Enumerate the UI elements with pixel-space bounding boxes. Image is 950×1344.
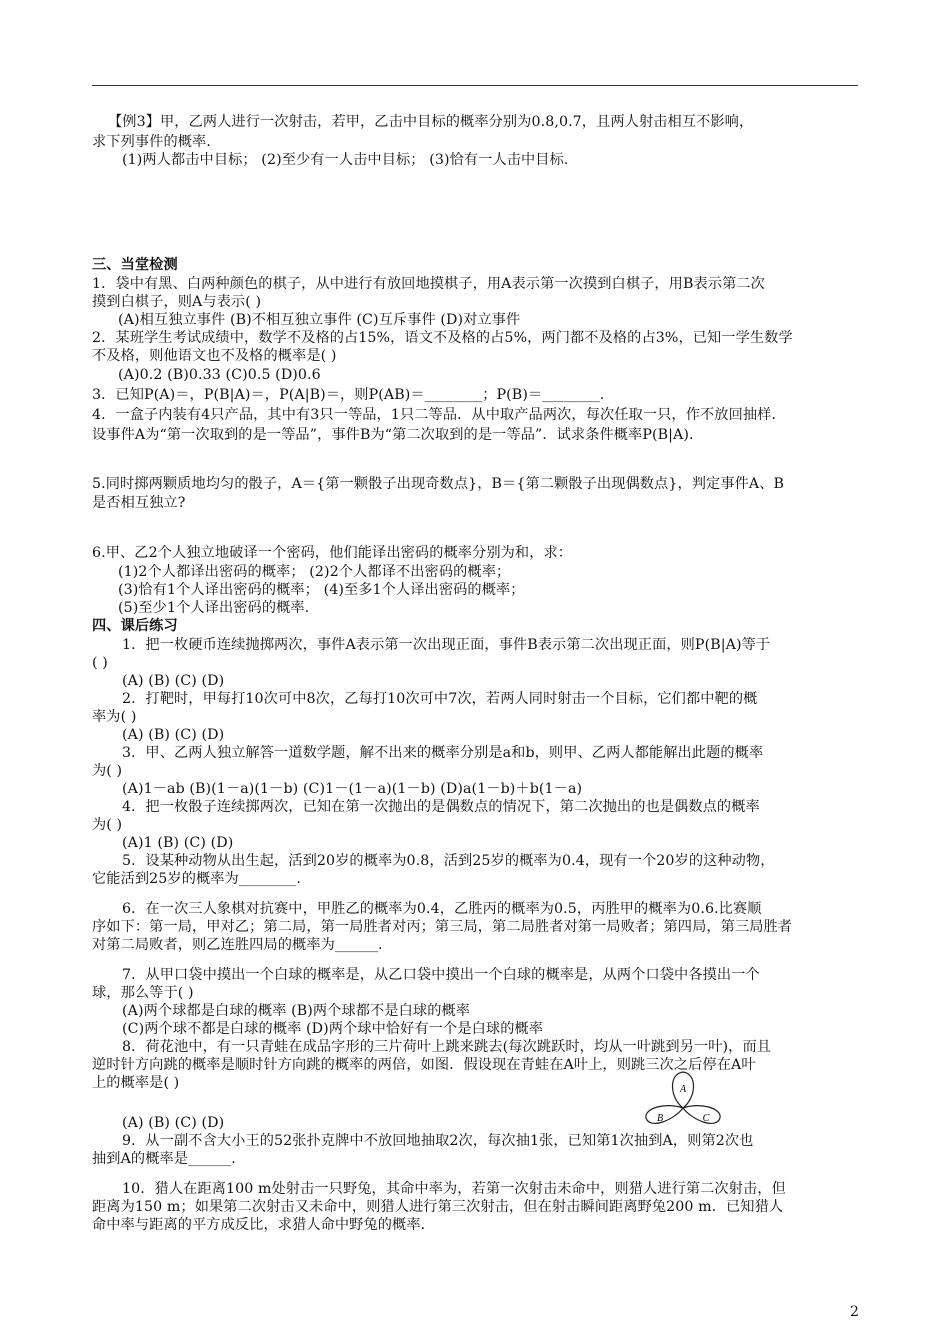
header-rule xyxy=(92,85,858,86)
section-4-heading: 四、课后练习 xyxy=(92,618,178,634)
hw-q8-options: (A) (B) (C) (D) xyxy=(122,1115,225,1131)
hw-q10-line-2: 距离为150 m；如果第二次射击又未命中，则猎人进行第三次射击，但在射击瞬间距离野兔200 m．已知猎人 xyxy=(92,1199,784,1215)
check-q1-line-2: 摸到白棋子，则A与表示( ) xyxy=(92,294,262,310)
hw-q7-options-2: (C)两个球不都是白球的概率 (D)两个球中恰好有一个是白球的概率 xyxy=(122,1021,544,1037)
check-q2-line-2: 不及格，则他语文也不及格的概率是( ) xyxy=(92,348,337,364)
check-q2-line-1: 2．某班学生考试成绩中，数学不及格的占15%，语文不及格的占5%，两门都不及格的占3%，已知一学生数学 xyxy=(92,330,793,346)
hw-q1-line-2: ( ) xyxy=(92,655,108,671)
check-q2-options: (A)0.2 (B)0.33 (C)0.5 (D)0.6 xyxy=(118,367,321,383)
hw-q6-line-2: 序如下：第一局，甲对乙；第二局，第一局胜者对丙；第三局，第二局胜者对第一局败者；第四局，第三局胜者 xyxy=(92,919,793,935)
hw-q3-line-1: 3．甲、乙两人独立解答一道数学题，解不出来的概率分别是a和b，则甲、乙两人都能解出此题的概率 xyxy=(122,745,764,761)
hw-q1-options: (A) (B) (C) (D) xyxy=(122,673,225,689)
page-number: 2 xyxy=(850,1304,859,1320)
leaf-b xyxy=(646,1106,683,1124)
check-q4-line-1: 4．一盒子内装有4只产品，其中有3只一等品，1只二等品．从中取产品两次，每次任取一只，作不放回抽样． xyxy=(92,407,786,423)
check-q6-parts-2: (3)恰有1个人译出密码的概率； (4)至多1个人译出密码的概率； xyxy=(118,582,525,598)
hw-q4-line-1: 4．把一枚骰子连续掷两次，已知在第一次抛出的是偶数点的情况下，第二次抛出的也是偶数点的概率 xyxy=(122,799,760,815)
leaf-c-label: C xyxy=(702,1113,710,1124)
leaf-c xyxy=(683,1106,720,1124)
hw-q4-options: (A)1 (B) (C) (D) xyxy=(122,835,234,851)
hw-q1-line-1: 1．把一枚硬币连续抛掷两次，事件A表示第一次出现正面，事件B表示第二次出现正面，则P(B|A)等于 xyxy=(122,637,771,653)
hw-q2-options: (A) (B) (C) (D) xyxy=(122,727,225,743)
check-q1-options: (A)相互独立事件 (B)不相互独立事件 (C)互斥事件 (D)对立事件 xyxy=(118,312,521,328)
hw-q10-line-1: 10．猎人在距离100 m处射击一只野兔，其命中率为，若第一次射击未命中，则猎人进行第二次射击，但 xyxy=(122,1181,786,1197)
hw-q10-line-3: 命中率与距离的平方成反比，求猎人命中野兔的概率． xyxy=(92,1217,435,1233)
check-q6-parts-3: (5)至少1个人译出密码的概率. xyxy=(118,600,310,616)
hw-q3-line-2: 为( ) xyxy=(92,763,123,779)
hw-q2-line-2: 率为( ) xyxy=(92,709,137,725)
check-q1-line-1: 1．袋中有黑、白两种颜色的棋子，从中进行有放回地摸棋子，用A表示第一次摸到白棋子，用B表示第二次 xyxy=(92,276,765,292)
hw-q2-line-1: 2．打靶时，甲每打10次可中8次，乙每打10次可中7次，若两人同时射击一个目标，它们都中靶的概 xyxy=(122,691,758,707)
hw-q7-line-2: 球，那么等于( ) xyxy=(92,985,194,1001)
hw-q3-options: (A)1－ab (B)(1－a)(1－b) (C)1－(1－a)(1－b) (D)a(1－b)＋b(1－a) xyxy=(122,781,583,797)
hw-q6-line-3: 对第二局败者，则乙连胜四局的概率为______. xyxy=(92,937,383,953)
lotus-leaf-figure xyxy=(640,1068,726,1136)
leaf-a-label: A xyxy=(679,1084,687,1095)
hw-q8-line-3: 上的概率是( ) xyxy=(92,1075,180,1091)
example-3-parts: (1)两人都击中目标； (2)至少有一人击中目标； (3)恰有一人击中目标. xyxy=(122,152,569,168)
check-q6-line-1: 6.甲、乙2个人独立地破译一个密码，他们能译出密码的概率分别为和，求： xyxy=(92,545,573,561)
example-3-line-2: 求下列事件的概率. xyxy=(92,134,211,150)
check-q5-line-2: 是否相互独立? xyxy=(92,495,186,511)
section-3-heading: 三、当堂检测 xyxy=(92,257,178,273)
hw-q8-line-2: 逆时针方向跳的概率是顺时针方向跳的概率的两倍，如图．假设现在青蛙在A叶上，则跳三次之后停在A叶 xyxy=(92,1057,756,1073)
check-q4-line-2: 设事件A为“第一次取到的是一等品”，事件B为“第二次取到的是一等品”．试求条件概率P(B|A)． xyxy=(92,427,704,443)
hw-q5-line-1: 5．设某种动物从出生起，活到20岁的概率为0.8，活到25岁的概率为0.4，现有一个20岁的这种动物， xyxy=(122,853,775,869)
hw-q9-line-2: 抽到A的概率是______. xyxy=(92,1151,236,1167)
check-q3: 3．已知P(A)＝，P(B|A)＝，P(A|B)＝，则P(AB)＝________；P(B)＝________. xyxy=(92,387,605,403)
hw-q9-line-1: 9．从一副不含大小王的52张扑克牌中不放回地抽取2次，每次抽1张，已知第1次抽到A，则第2次也 xyxy=(122,1133,754,1149)
hw-q7-options-1: (A)两个球都是白球的概率 (B)两个球都不是白球的概率 xyxy=(122,1003,471,1019)
hw-q5-line-2: 它能活到25岁的概率为________. xyxy=(92,871,302,887)
hw-q6-line-1: 6．在一次三人象棋对抗赛中，甲胜乙的概率为0.4，乙胜丙的概率为0.5，丙胜甲的概率为0.6.比赛顺 xyxy=(122,901,762,917)
leaf-b-label: B xyxy=(656,1113,664,1124)
hw-q8-line-1: 8．荷花池中，有一只青蛙在成品字形的三片荷叶上跳来跳去(每次跳跃时，均从一叶跳到另一叶)，而且 xyxy=(122,1039,772,1055)
hw-q7-line-1: 7．从甲口袋中摸出一个白球的概率是，从乙口袋中摸出一个白球的概率是，从两个口袋中各摸出一个 xyxy=(122,967,760,983)
check-q6-parts-1: (1)2个人都译出密码的概率； (2)2个人都译不出密码的概率； xyxy=(118,564,511,580)
check-q5-line-1: 5.同时掷两颗质地均匀的骰子，A＝{第一颗骰子出现奇数点}，B＝{第二颗骰子出现偶数点}，判定事件A、B xyxy=(92,476,785,492)
hw-q4-line-2: 为( ) xyxy=(92,817,123,833)
example-3-line-1: 【例3】甲，乙两人进行一次射击，若甲，乙击中目标的概率分别为0.8,0.7，且两人射击相互不影响， xyxy=(108,114,754,130)
